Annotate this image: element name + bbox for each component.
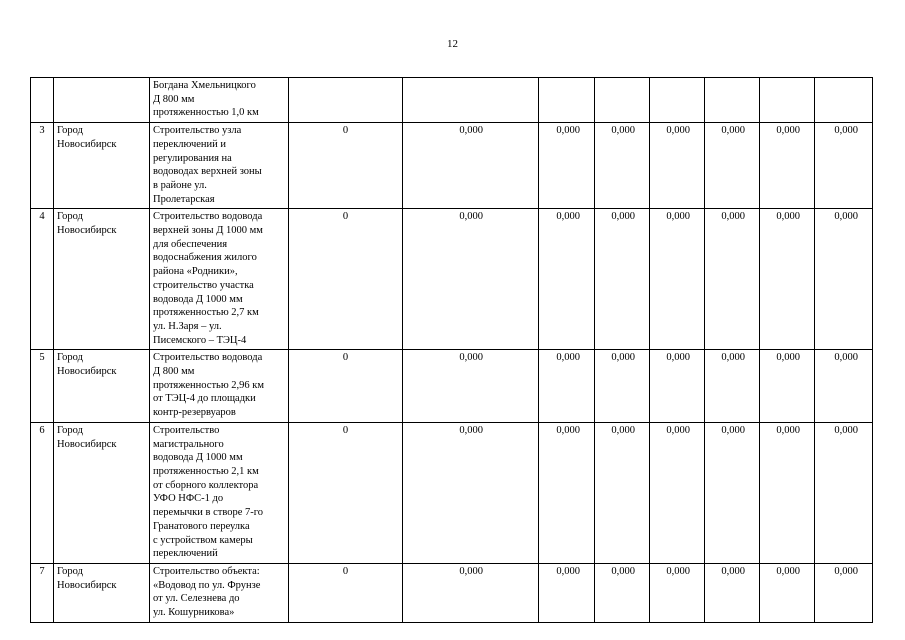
value-cell [403,78,539,123]
description-cell-text: Богдана Хмельницкого Д 800 мм протяженностью 1,0 км [153,80,259,119]
value-cell [595,123,650,209]
value-cell-text: 0,000 [666,424,690,436]
description-cell [150,78,289,123]
territory-cell-text: Город Новосибирск [57,125,117,150]
table-row [31,350,873,423]
row-index-cell [31,350,54,423]
table-row [31,209,873,350]
value-cell-text: 0 [342,565,349,577]
value-cell-text: 0,000 [721,125,745,137]
value-cell-text: 0,000 [666,352,690,364]
value-cell [650,563,705,622]
value-cell-text: 0,000 [611,424,635,436]
table-row [31,123,873,209]
value-cell [705,350,760,423]
value-cell-text: 0,000 [834,211,858,223]
value-cell [760,209,815,350]
value-cell [539,123,595,209]
value-cell [595,209,650,350]
value-cell-text: 0,000 [776,565,800,577]
value-cell-text: 0,000 [611,125,635,137]
value-cell [289,563,403,622]
value-cell-text: 0,000 [556,211,580,223]
table-row [31,422,873,563]
value-cell [595,422,650,563]
value-cell-text: 0,000 [721,211,745,223]
row-index-cell [31,78,54,123]
territory-cell [54,209,150,350]
value-cell [815,350,873,423]
value-cell-text: 0,000 [459,352,483,364]
value-cell-text: 0 [342,424,349,436]
description-cell-text: Строительство водовода верхней зоны Д 1000 мм для обеспечения водоснабжения жилого района «Родники», строительство участка водовода Д 1000 мм протяженностью 2,7 км ул. Н.Заря – ул. Писемского – ТЭЦ-4 [153,211,263,346]
row-index-cell-text: 4 [39,211,45,223]
value-cell [289,422,403,563]
value-cell [289,78,403,123]
row-index-cell [31,123,54,209]
value-cell [815,422,873,563]
territory-cell [54,123,150,209]
value-cell [650,209,705,350]
value-cell [403,123,539,209]
value-cell [815,123,873,209]
value-cell [705,563,760,622]
value-cell [403,209,539,350]
row-index-cell-text: 5 [39,352,45,364]
value-cell [760,563,815,622]
row-index-cell [31,422,54,563]
description-cell [150,209,289,350]
row-index-cell [31,563,54,622]
value-cell-text: 0,000 [834,565,858,577]
value-cell [595,78,650,123]
value-cell [289,350,403,423]
territory-cell [54,422,150,563]
value-cell-text: 0,000 [721,565,745,577]
value-cell-text: 0,000 [666,125,690,137]
value-cell [815,78,873,123]
table-row [31,563,873,622]
value-cell [403,350,539,423]
value-cell [815,209,873,350]
value-cell [650,350,705,423]
value-cell [403,422,539,563]
territory-cell-text: Город Новосибирск [57,211,117,237]
value-cell-text: 0,000 [459,125,483,137]
value-cell [539,563,595,622]
value-cell-text: 0,000 [611,211,635,223]
description-cell-text: Строительство магистрального водовода Д 1000 мм протяженностью 2,1 км от сборного коллектора УФО НФС-1 до перемычки в створе 7-го Гранатового переулка с устройством камеры переключений [153,424,264,560]
value-cell-text: 0,000 [459,211,483,223]
description-cell [150,350,289,423]
value-cell-text: 0 [342,125,349,137]
value-cell [760,350,815,423]
value-cell-text: 0 [342,211,349,223]
territory-cell [54,563,150,622]
value-cell-text: 0,000 [776,211,800,223]
value-cell [650,422,705,563]
value-cell-text: 0,000 [611,565,635,577]
value-cell-text: 0,000 [721,352,745,364]
value-cell [403,563,539,622]
value-cell-text: 0,000 [556,352,580,364]
investment-program-table [30,77,873,623]
value-cell [815,563,873,622]
value-cell-text: 0,000 [776,352,800,364]
value-cell [539,78,595,123]
row-index-cell [31,209,54,350]
value-cell [705,123,760,209]
row-index-cell-text: 6 [39,424,45,436]
value-cell [650,78,705,123]
value-cell [539,209,595,350]
territory-cell [54,350,150,423]
value-cell [705,422,760,563]
value-cell [289,123,403,209]
territory-cell-text: Город Новосибирск [57,424,117,450]
value-cell-text: 0,000 [776,424,800,436]
value-cell [760,78,815,123]
description-cell [150,563,289,622]
description-cell-text: Строительство объекта: «Водовод по ул. Фрунзе от ул. Селезнева до ул. Кошурникова» [153,565,261,619]
page-number: 12 [447,38,458,50]
row-index-cell-text: 3 [39,125,45,137]
description-cell [150,123,289,209]
value-cell-text: 0,000 [834,352,858,364]
value-cell [760,123,815,209]
value-cell-text: 0,000 [556,125,580,137]
value-cell [760,422,815,563]
value-cell [539,350,595,423]
value-cell-text: 0,000 [721,424,745,436]
value-cell [289,209,403,350]
table-row [31,78,873,123]
value-cell [650,123,705,209]
value-cell-text: 0 [342,352,349,364]
description-cell-text: Строительство водовода Д 800 мм протяженностью 2,96 км от ТЭЦ-4 до площадки контр-резервуаров [153,352,265,419]
value-cell [595,563,650,622]
value-cell-text: 0,000 [556,565,580,577]
value-cell [539,422,595,563]
value-cell [705,78,760,123]
description-cell [150,422,289,563]
value-cell-text: 0,000 [666,565,690,577]
value-cell-text: 0,000 [834,424,858,436]
value-cell [595,350,650,423]
territory-cell-text: Город Новосибирск [57,565,117,591]
value-cell-text: 0,000 [666,211,690,223]
value-cell-text: 0,000 [611,352,635,364]
value-cell [705,209,760,350]
value-cell-text: 0,000 [834,125,858,137]
territory-cell [54,78,150,123]
value-cell-text: 0,000 [459,424,483,436]
description-cell-text: Строительство узла переключений и регулирования на водоводах верхней зоны в районе ул. Пролетарская [153,125,262,205]
value-cell-text: 0,000 [776,125,800,137]
value-cell-text: 0,000 [556,424,580,436]
value-cell-text: 0,000 [459,565,483,577]
territory-cell-text: Город Новосибирск [57,352,117,378]
row-index-cell-text: 7 [39,565,45,577]
